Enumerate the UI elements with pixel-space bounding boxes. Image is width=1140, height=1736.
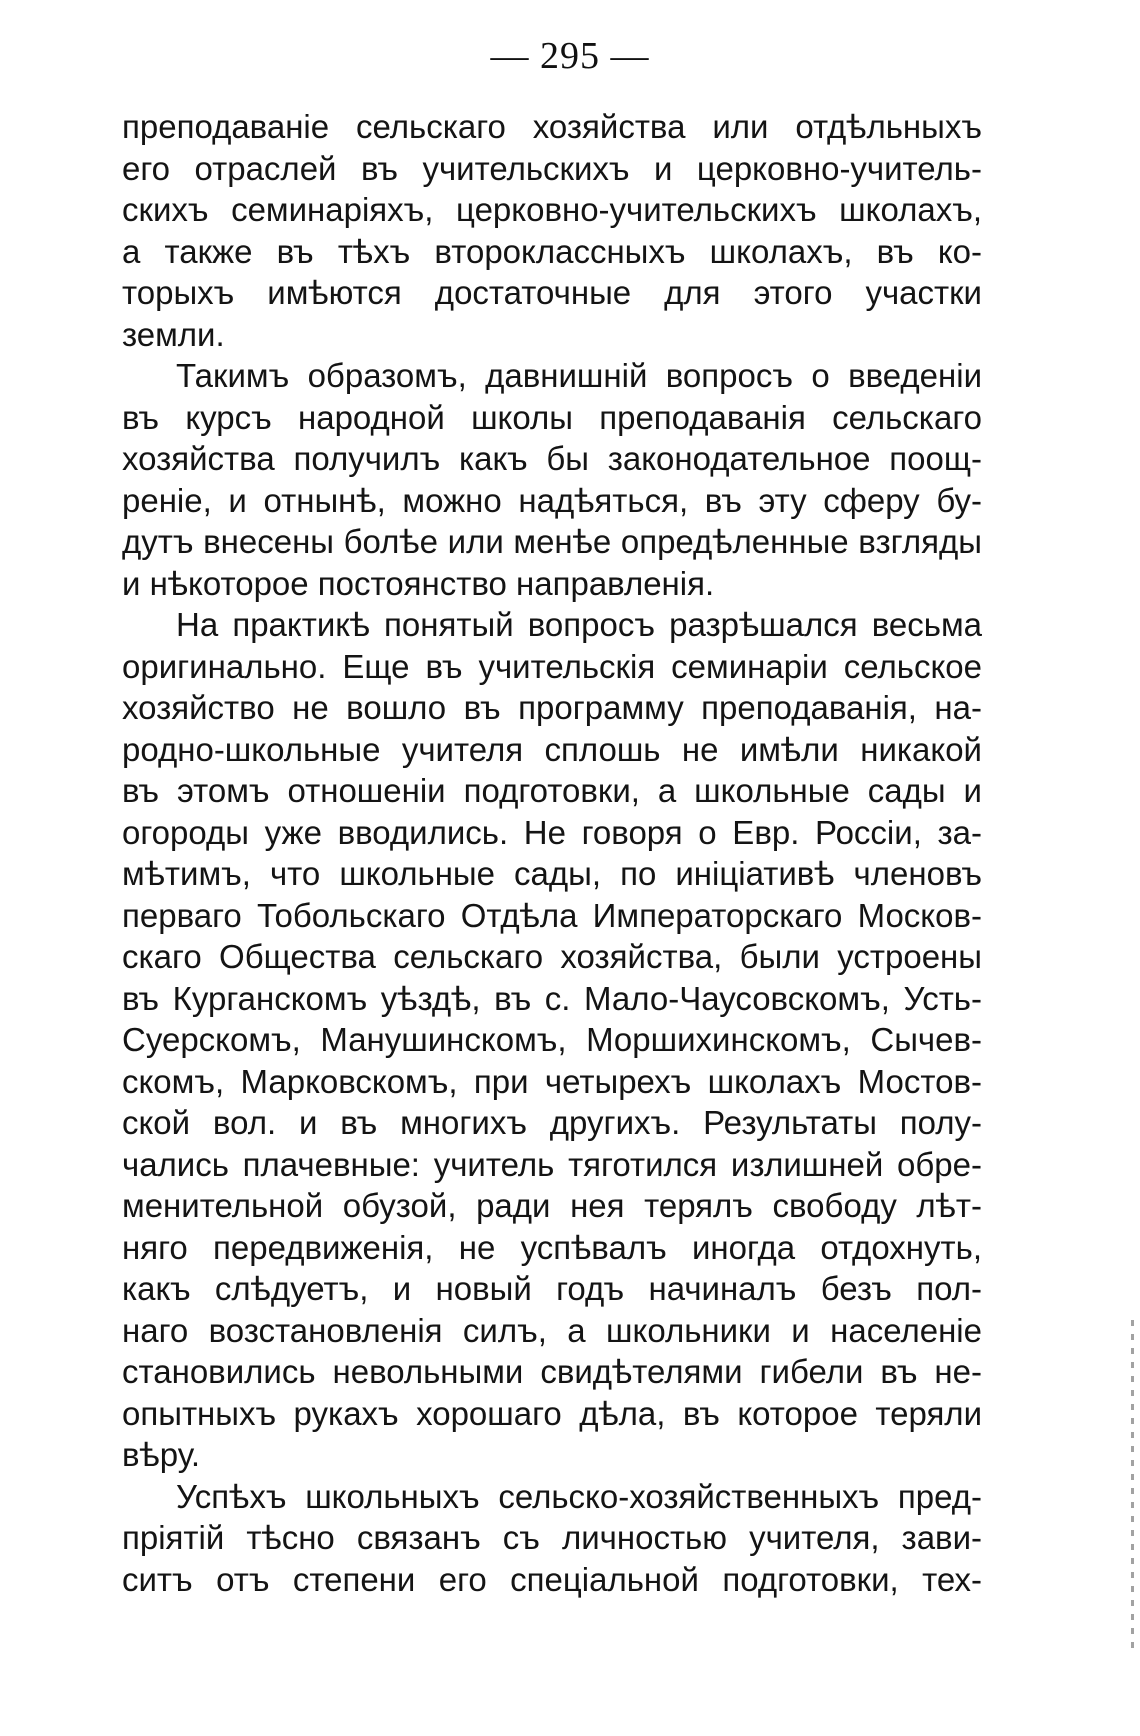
paragraph	[122, 604, 982, 1476]
text-line: ренiе, и отнынѣ, можно надѣяться, въ эту сферу бу-	[122, 481, 982, 519]
paragraph	[122, 106, 982, 355]
text-line: На практикѣ понятый вопросъ разрѣшался весьма	[176, 606, 982, 643]
paragraph	[122, 1476, 982, 1601]
text-line: Успѣхъ школьныхъ сельско-хозяйственныхъ пред-	[176, 1477, 982, 1515]
text-line: родно-школьные учителя сплошь не имѣли никакой	[122, 730, 982, 768]
page-number: — 295 —	[490, 35, 650, 77]
text-line: хозяйства получилъ какъ бы законодательное поощ-	[122, 440, 982, 477]
text-line: земли.	[122, 315, 225, 353]
text-line: въ курсъ народной школы преподаванiя сельскаго	[122, 398, 982, 436]
text-line: скихъ семинарiяхъ, церковно-учительскихъ школахъ,	[122, 191, 982, 228]
scan-edge-artifact	[1131, 1320, 1134, 1650]
text-line: становились невольными свидѣтелями гибели въ не-	[122, 1353, 982, 1390]
text-line: въ этомъ отношенiи подготовки, а школьные сады и	[122, 772, 982, 809]
text-line: чались плачевные: учитель тяготился излишней обре-	[122, 1145, 982, 1183]
page-text	[122, 106, 982, 1600]
text-line: въ Курганскомъ уѣздѣ, въ с. Мало-Чаусовскомъ, Усть-	[122, 979, 982, 1017]
paragraph	[122, 355, 982, 604]
text-line: опытныхъ рукахъ хорошаго дѣла, въ которое теряли	[122, 1394, 982, 1432]
text-line: дутъ внесены болѣе или менѣе опредѣленные взгляды	[122, 523, 982, 560]
text-line: вѣру.	[122, 1436, 201, 1473]
text-line: торыхъ имѣются достаточные для этого участки	[122, 274, 982, 311]
text-line: ской вол. и въ многихъ другихъ. Результаты полу-	[122, 1104, 982, 1141]
text-line: Суерскомъ, Манушинскомъ, Моршихинскомъ, Сычев-	[122, 1021, 982, 1058]
text-line: а также въ тѣхъ второклассныхъ школахъ, въ ко-	[122, 232, 982, 270]
text-line: мѣтимъ, что школьные сады, по инiцiативѣ членовъ	[122, 855, 982, 892]
text-line: какъ слѣдуетъ, и новый годъ начиналъ безъ пол-	[122, 1270, 982, 1307]
text-line: его отраслей въ учительскихъ и церковно-учитель-	[122, 149, 982, 187]
text-line: няго передвиженiя, не успѣвалъ иногда отдохнуть,	[122, 1228, 982, 1266]
text-line: наго возстановленiя силъ, а школьники и населенiе	[122, 1311, 982, 1349]
text-line: преподаванiе сельскаго хозяйства или отдѣльныхъ	[122, 108, 982, 145]
text-line: и нѣкоторое постоянство направленiя.	[122, 564, 715, 602]
text-line: скаго Общества сельскаго хозяйства, были устроены	[122, 938, 982, 975]
text-line: скомъ, Марковскомъ, при четырехъ школахъ Мостов-	[122, 1062, 982, 1100]
text-line: Такимъ образомъ, давнишнiй вопросъ о введенiи	[176, 357, 982, 394]
text-line: ситъ отъ степени его спецiальной подготовки, тех-	[122, 1560, 982, 1598]
text-line: оригинально. Еще въ учительскiя семинарiи сельское	[122, 647, 982, 685]
text-line: огороды уже вводились. Не говоря о Евр. Россiи, за-	[122, 813, 982, 851]
text-line: перваго Тобольскаго Отдѣла Императорскаго Москов-	[122, 896, 982, 934]
text-line: прiятiй тѣсно связанъ съ личностью учителя, зави-	[122, 1519, 982, 1556]
text-line: хозяйство не вошло въ программу преподаванiя, на-	[122, 689, 982, 726]
text-line: менительной обузой, ради нея терялъ свободу лѣт-	[122, 1187, 982, 1224]
